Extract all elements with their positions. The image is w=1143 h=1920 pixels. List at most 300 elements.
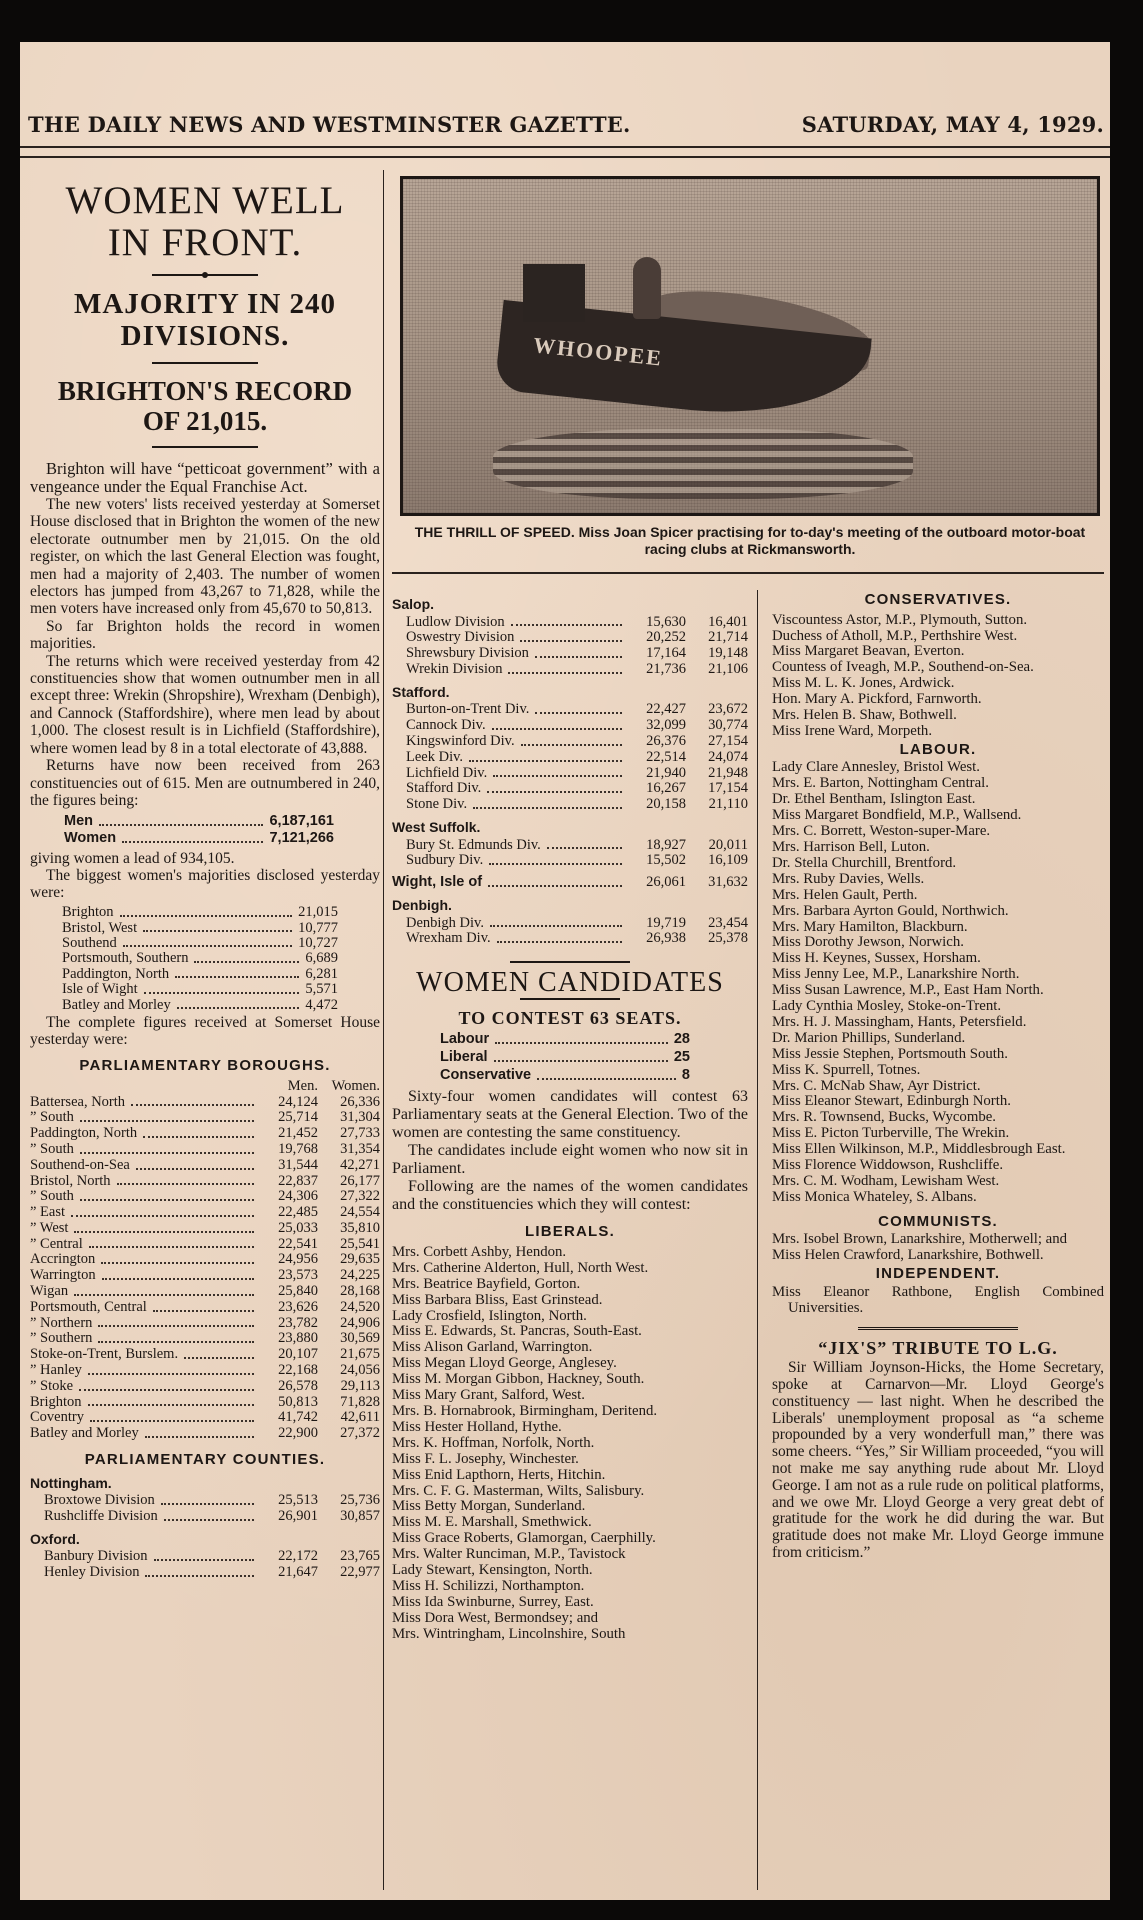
constituency-name: Kingswinford Div. [406, 732, 515, 749]
candidate-entry: Mrs. H. J. Massingham, Hants, Petersfield. [772, 1013, 1027, 1030]
leader-dots [99, 813, 263, 826]
constituency-name: Oswestry Division [406, 629, 515, 646]
constituency-name: Banbury Division [44, 1548, 148, 1565]
table-row [30, 1142, 380, 1158]
leader-dots [144, 982, 300, 993]
headline [30, 180, 380, 264]
leader-dots [98, 1331, 254, 1343]
women-count: 16,401 [708, 613, 748, 630]
county-group-title: Denbigh. [392, 896, 452, 913]
caption-text: Miss Joan Spicer practising for to-day's meeting of the outboard motor-boat racing clubs at Rickmansworth. [578, 524, 1086, 557]
table-row [30, 1300, 380, 1316]
section-title: PARLIAMENTARY COUNTIES. [84, 1451, 326, 1469]
publication-date: SATURDAY, MAY 4, 1929. [801, 112, 1104, 137]
conservative-candidates-list [772, 613, 1104, 740]
women-count: 23,672 [708, 701, 748, 718]
leader-dots [511, 615, 622, 627]
leader-dots [495, 1030, 668, 1044]
women-count: 16,109 [708, 852, 748, 869]
table-row [392, 615, 748, 631]
total-row [64, 830, 334, 847]
women-count: 25,736 [340, 1492, 380, 1509]
candidate-entry: Mrs. Isobel Brown, Lanarkshire, Motherwell; and [772, 1231, 1068, 1248]
constituency-name: Brighton [30, 1393, 82, 1410]
candidate-entry: Miss H. Schilizzi, Northampton. [392, 1577, 585, 1594]
county-group-title: Stafford. [392, 683, 450, 700]
constituency-name: Wrekin Division [406, 660, 503, 677]
paragraph: The returns which were received yesterday from 42 constituencies show that women outnumber men in all except three: Wrekin (Shropshire), Wrexham (Denbigh), and Cannock (Staffordshire), where men lead by about 1,000. The closest result is in Lichfield (Staffordshire), where women lead by 8 in a total electorate of 43,888. [30, 652, 380, 757]
table-row [30, 1549, 380, 1565]
women-count: 21,110 [708, 796, 748, 813]
constituency-name: Henley Division [44, 1564, 140, 1581]
women-count: 25,378 [708, 930, 748, 947]
leader-dots [80, 1142, 254, 1154]
party-name: Conservative [440, 1067, 532, 1084]
leader-dots [88, 1395, 254, 1407]
headline: “JIX'S” TRIBUTE TO L.G. [818, 1337, 1058, 1358]
place-name: Paddington, North [62, 965, 170, 982]
candidate-entry: Miss Hester Holland, Hythe. [392, 1418, 562, 1435]
men-count: 21,736 [646, 660, 686, 677]
paragraph: So far Brighton holds the record in women majorities. [30, 617, 380, 653]
constituency-name: Wigan [30, 1283, 69, 1300]
candidate-entry: Dr. Marion Phillips, Sunderland. [772, 1029, 966, 1046]
women-count: 28,168 [340, 1283, 380, 1300]
party-name: Liberal [440, 1049, 488, 1066]
leader-dots [535, 646, 622, 658]
place-name: Batley and Morley [62, 996, 171, 1013]
table-row [392, 662, 748, 678]
table-row [30, 1493, 380, 1509]
women-count: 24,225 [340, 1267, 380, 1284]
men-count: 22,837 [278, 1172, 318, 1189]
men-count: 26,578 [278, 1377, 318, 1394]
candidate-entry: Miss Florence Widdowson, Rushcliffe. [772, 1157, 1004, 1174]
candidate-entry: Mrs. Walter Runciman, M.P., Tavistock [392, 1546, 626, 1563]
subheadline-line: MAJORITY IN 240 [73, 288, 337, 320]
county-group-title: West Suffolk. [392, 818, 481, 835]
men-count: 31,544 [278, 1156, 318, 1173]
leader-dots [120, 905, 293, 916]
table-row [392, 630, 748, 646]
caption-rule [392, 572, 1104, 574]
table-row [30, 1426, 380, 1442]
table-row [30, 1316, 380, 1332]
table-header [30, 1079, 380, 1095]
place-name: Brighton [62, 904, 114, 921]
men-count: 26,938 [646, 930, 686, 947]
seat-count: 28 [673, 1031, 690, 1048]
leader-dots [143, 1126, 254, 1138]
tally-row [440, 1030, 690, 1048]
leader-dots [521, 734, 622, 746]
constituency-name: ” West [30, 1219, 69, 1236]
women-count: 42,271 [340, 1156, 380, 1173]
candidate-entry: Mrs. Harrison Bell, Luton. [772, 838, 930, 855]
constituency-name: Bristol, North [30, 1172, 111, 1189]
candidate-entry: Miss F. L. Josephy, Winchester. [392, 1450, 579, 1467]
subheadline-line: DIVISIONS. [120, 320, 290, 352]
candidate-entry: Hon. Mary A. Pickford, Farnworth. [772, 691, 982, 708]
leader-dots [101, 1252, 254, 1264]
county-group-title: Salop. [392, 596, 435, 612]
leader-dots [497, 931, 622, 943]
women-count: 24,906 [340, 1314, 380, 1331]
men-count: 41,742 [278, 1409, 318, 1426]
women-count: 20,011 [708, 836, 748, 853]
leader-dots [74, 1221, 254, 1233]
men-count: 26,061 [646, 874, 686, 891]
candidate-entry: Countess of Iveagh, M.P., Southend-on-Sea. [772, 659, 1034, 676]
ornamental-rule [152, 274, 258, 276]
men-count: 18,927 [646, 836, 686, 853]
women-count: 30,774 [708, 717, 748, 734]
majority-value: 10,727 [298, 934, 338, 951]
candidate-entry: Miss Grace Roberts, Glamorgan, Caerphilly. [392, 1530, 656, 1547]
tally-row [440, 1048, 690, 1066]
leader-dots [494, 1048, 668, 1062]
constituency-name: Leek Div. [406, 748, 464, 765]
candidate-entry: Lady Stewart, Kensington, North. [392, 1562, 593, 1579]
table-row [30, 1205, 380, 1221]
leader-dots [153, 1300, 254, 1312]
constituency-name: Batley and Morley [30, 1425, 139, 1442]
subheadline-line: BRIGHTON'S RECORD [57, 376, 353, 406]
majority-row [62, 982, 338, 997]
table-row [30, 1509, 380, 1525]
table-row [392, 766, 748, 782]
seat-count: 25 [673, 1049, 690, 1066]
constituency-name: Rushcliffe Division [44, 1508, 158, 1525]
men-count: 25,714 [278, 1109, 318, 1126]
candidate-entry: Mrs. B. Hornabrook, Birmingham, Deritend. [392, 1402, 658, 1419]
subheadline: TO CONTEST 63 SEATS. [458, 1007, 682, 1028]
candidate-entry: Miss Jessie Stephen, Portsmouth South. [772, 1045, 1008, 1062]
candidate-entry: Miss K. Spurrell, Totnes. [772, 1061, 921, 1078]
candidate-entry: Mrs. Helen Gault, Perth. [772, 886, 918, 903]
constituency-name: Bury St. Edmunds Div. [406, 836, 541, 853]
women-count: 24,074 [708, 748, 748, 765]
candidate-entry: Miss H. Keynes, Sussex, Horsham. [772, 950, 981, 967]
leader-dots [547, 838, 622, 850]
constituency-name: Sudbury Div. [406, 852, 484, 869]
leader-dots [80, 1110, 254, 1122]
men-count: 24,956 [278, 1251, 318, 1268]
constituency-name: Cannock Div. [406, 717, 486, 734]
leader-dots [71, 1205, 254, 1217]
leader-dots [469, 750, 622, 762]
paragraph: Sixty-four women candidates will contest 63 Parliamentary seats at the General Election. Two of the women are contesting the same constituency. [392, 1088, 748, 1142]
constituency-name: Stafford Div. [406, 780, 482, 797]
constituency-name: Stone Div. [406, 796, 468, 813]
right-column [772, 590, 1104, 1562]
leader-dots [80, 1189, 254, 1201]
women-count: 25,541 [340, 1235, 380, 1252]
men-count: 22,168 [278, 1362, 318, 1379]
total-value: 6,187,161 [269, 813, 334, 830]
candidate-entry: Mrs. Mary Hamilton, Blackburn. [772, 918, 968, 935]
constituency-name: Shrewsbury Division [406, 645, 529, 662]
majority-value: 4,472 [305, 996, 338, 1013]
candidate-entry: Mrs. C. Borrett, Weston-super-Mare. [772, 823, 991, 840]
constituency-name: Coventry [30, 1409, 84, 1426]
candidate-entry: Miss Helen Crawford, Lanarkshire, Bothwell. [772, 1247, 1044, 1264]
candidate-entry: Mrs. C. McNab Shaw, Ayr District. [772, 1077, 981, 1094]
women-count: 29,113 [340, 1377, 380, 1394]
men-count: 20,252 [646, 629, 686, 646]
women-count: 27,733 [340, 1125, 380, 1142]
paragraph: The new voters' lists received yesterday at Somerset House disclosed that in Brighton the women of the new electorate outnumber men by 21,015. On the old register, on which the last General Election was fought, men had a majority of 2,403. The number of women electors has jumped from 43,267 to 71,828, while the men voters have increased only from 45,670 to 50,813. [30, 496, 380, 618]
communist-candidates-list [772, 1232, 1104, 1264]
men-count: 21,940 [646, 764, 686, 781]
table-row [30, 1347, 380, 1363]
men-count: 50,813 [278, 1393, 318, 1410]
table-row [392, 916, 748, 932]
women-count: 21,106 [708, 660, 748, 677]
women-count: 35,810 [340, 1219, 380, 1236]
men-count: 22,172 [278, 1548, 318, 1565]
majority-value: 21,015 [298, 904, 338, 921]
county-group-title: Nottingham. [30, 1474, 112, 1491]
subheadline [30, 376, 380, 436]
women-count: 27,322 [340, 1188, 380, 1205]
women-count: 27,154 [708, 732, 748, 749]
photo-caption [400, 524, 1100, 558]
table-row [392, 853, 748, 869]
women-count: 26,336 [340, 1093, 380, 1110]
table-row [30, 1379, 380, 1395]
women-count: 17,154 [708, 780, 748, 797]
constituency-name: Warrington [30, 1267, 96, 1284]
table-row [30, 1189, 380, 1205]
masthead-rule [20, 146, 1110, 148]
table-row [30, 1331, 380, 1347]
women-count: 30,569 [340, 1330, 380, 1347]
men-count: 24,306 [278, 1188, 318, 1205]
candidate-entry: Miss Margaret Beavan, Everton. [772, 643, 965, 660]
majority-row [62, 936, 338, 951]
women-count: 24,520 [340, 1298, 380, 1315]
leader-dots [98, 1316, 254, 1328]
table-row [392, 838, 748, 854]
men-count: 17,164 [646, 645, 686, 662]
leader-dots [161, 1493, 254, 1505]
candidate-entry: Mrs. Helen B. Shaw, Bothwell. [772, 707, 957, 724]
constituency-name: Denbigh Div. [406, 914, 484, 931]
men-count: 20,107 [278, 1346, 318, 1363]
party-name: Labour [440, 1031, 490, 1048]
middle-column [392, 590, 748, 1643]
leader-dots [145, 1565, 254, 1577]
counties-table-continued [392, 596, 748, 947]
total-value: 7,121,266 [269, 830, 334, 847]
leader-dots [488, 875, 622, 887]
leader-dots [175, 967, 299, 978]
paragraph: The candidates include eight women who now sit in Parliament. [392, 1142, 748, 1178]
men-count: 15,502 [646, 852, 686, 869]
women-count: 29,635 [340, 1251, 380, 1268]
section-title: LABOUR. [899, 740, 977, 758]
paragraph: The biggest women's majorities disclosed yesterday were: [30, 866, 380, 901]
subheadline-line: OF 21,015. [142, 406, 268, 436]
majority-row [62, 951, 338, 966]
men-count: 15,630 [646, 613, 686, 630]
column-header-women: Women. [331, 1077, 380, 1094]
table-row [30, 1410, 380, 1426]
majority-row [62, 998, 338, 1013]
constituency-name: ” Hanley [30, 1362, 82, 1379]
tally-row [440, 1066, 690, 1084]
women-count: 24,056 [340, 1362, 380, 1379]
constituency-name: Southend-on-Sea [30, 1156, 130, 1173]
lead-article [30, 170, 380, 1581]
candidate-entry: Miss Irene Ward, Morpeth. [772, 722, 933, 739]
candidate-entry: Viscountess Astor, M.P., Plymouth, Sutton. [772, 611, 1028, 628]
men-count: 21,452 [278, 1125, 318, 1142]
table-row [392, 718, 748, 734]
constituency-name: ” East [30, 1204, 66, 1221]
boroughs-table [30, 1095, 380, 1443]
leader-dots [194, 951, 299, 962]
men-count: 24,124 [278, 1093, 318, 1110]
constituency-name: Paddington, North [30, 1125, 138, 1142]
divider-rule [152, 446, 258, 448]
leader-dots [537, 1066, 676, 1080]
column-divider [757, 590, 758, 1890]
candidate-entry: Miss Megan Lloyd George, Anglesey. [392, 1355, 617, 1372]
table-row [30, 1363, 380, 1379]
candidate-entry: Miss Alison Garland, Warrington. [392, 1339, 593, 1356]
candidate-entry: Duchess of Atholl, M.P., Perthshire West. [772, 627, 1018, 644]
leader-dots [90, 1410, 254, 1422]
men-count: 23,782 [278, 1314, 318, 1331]
women-count: 23,765 [340, 1548, 380, 1565]
candidate-entry: Miss Eleanor Stewart, Edinburgh North. [772, 1093, 1011, 1110]
table-row [30, 1126, 380, 1142]
men-count: 26,901 [278, 1508, 318, 1525]
paragraph: giving women a lead of 934,105. [30, 850, 235, 868]
women-count: 21,675 [340, 1346, 380, 1363]
table-row [30, 1237, 380, 1253]
total-label: Men [64, 813, 93, 830]
table-row [392, 797, 748, 813]
paragraph: The complete figures received at Somerset House yesterday were: [30, 1013, 380, 1048]
table-row [392, 875, 748, 891]
constituency-name: Lichfield Div. [406, 764, 488, 781]
candidate-entry: Miss Jenny Lee, M.P., Lanarkshire North. [772, 966, 1020, 983]
leader-dots [535, 702, 622, 714]
boat-name: WHOOPEE [532, 332, 665, 371]
women-count: 22,977 [340, 1564, 380, 1581]
candidate-entry: Mrs. Barbara Ayrton Gould, Northwich. [772, 902, 1009, 919]
leader-dots [520, 630, 622, 642]
table-row [30, 1158, 380, 1174]
headline-line: IN FRONT. [107, 221, 303, 264]
constituency-name: Wrexham Div. [406, 930, 491, 947]
paragraph: Brighton will have “petticoat government” with a vengeance under the Equal Franchise Act. [30, 459, 380, 496]
newspaper-clipping [20, 42, 1110, 1900]
constituency-name: Accrington [30, 1251, 96, 1268]
table-row [30, 1268, 380, 1284]
women-count: 21,714 [708, 629, 748, 646]
headline-line: WOMEN WELL [65, 179, 345, 222]
leader-dots [508, 662, 622, 674]
table-row [30, 1252, 380, 1268]
candidate-entry: Miss Dora West, Bermondsey; and [392, 1609, 599, 1626]
constituency-name: Wight, Isle of [392, 874, 483, 891]
candidate-entry: Miss M. Morgan Gibbon, Hackney, South. [392, 1371, 645, 1388]
men-count: 21,647 [278, 1564, 318, 1581]
men-count: 16,267 [646, 780, 686, 797]
women-count: 26,177 [340, 1172, 380, 1189]
women-count: 71,828 [340, 1393, 380, 1410]
column-header-men: Men. [287, 1077, 318, 1094]
candidate-entry: Miss Enid Lapthorn, Herts, Hitchin. [392, 1466, 606, 1483]
men-count: 19,768 [278, 1140, 318, 1157]
candidate-entry: Miss Monica Whateley, S. Albans. [772, 1188, 977, 1205]
caption-title: THE THRILL OF SPEED. [414, 524, 575, 540]
leader-dots [123, 936, 292, 947]
constituency-name: ” Stoke [30, 1377, 74, 1394]
men-count: 25,513 [278, 1492, 318, 1509]
candidate-entry: Mrs. Wintringham, Lincolnshire, South [392, 1625, 626, 1642]
leader-dots [143, 921, 292, 932]
candidate-entry: Miss Margaret Bondfield, M.P., Wallsend. [772, 807, 1022, 824]
total-label: Women [64, 830, 117, 847]
men-count: 22,427 [646, 701, 686, 718]
table-row [392, 781, 748, 797]
candidate-entry: Miss Ida Swinburne, Surrey, East. [392, 1593, 594, 1610]
independent-candidates-list [772, 1285, 1104, 1317]
candidate-entry: Miss Barbara Bliss, East Grinstead. [392, 1291, 603, 1308]
leader-dots [136, 1158, 254, 1170]
candidate-entry: Miss E. Edwards, St. Pancras, South-East. [392, 1323, 642, 1340]
constituency-name: Portsmouth, Central [30, 1298, 147, 1315]
majority-value: 6,281 [305, 965, 338, 982]
leader-dots [131, 1095, 254, 1107]
driver [633, 257, 661, 319]
majority-value: 6,689 [305, 950, 338, 967]
men-count: 20,158 [646, 796, 686, 813]
county-group-title: Oxford. [30, 1530, 80, 1547]
leader-dots [492, 718, 622, 730]
table-row [30, 1395, 380, 1411]
divider-rule [152, 362, 258, 364]
paragraph: Sir William Joynson-Hicks, the Home Secretary, spoke at Carnarvon—Mr. Lloyd George's constituency — last night. When he described the Liberals' unemployment proposal as “a scheme propounded by a very wonderfull man,” there was some cheers. “Yes,” Sir William proceeded, “you will not make me say anything rude about Mr. Lloyd George. I am not as a rule rude on political platforms, and we owe Mr. Lloyd George a very great debt of gratitude for the work he did during the war. But gratitude does not make Mr. Lloyd George immune from criticism.” [772, 1359, 1104, 1561]
candidate-entry: Dr. Ethel Bentham, Islington East. [772, 791, 976, 808]
candidate-entry: Miss Ellen Wilkinson, M.P., Middlesbrough East. [772, 1141, 1066, 1158]
table-row [392, 734, 748, 750]
candidate-entry: Mrs. E. Barton, Nottingham Central. [772, 775, 989, 792]
leader-dots [493, 766, 622, 778]
leader-dots [89, 1237, 254, 1249]
women-count: 23,454 [708, 914, 748, 931]
divider-rule [520, 998, 620, 1000]
candidate-entry: Mrs. C. F. G. Masterman, Wilts, Salisbury. [392, 1482, 645, 1499]
table-row [30, 1221, 380, 1237]
labour-candidates-list [772, 760, 1104, 1205]
constituency-name: ” Northern [30, 1314, 93, 1331]
table-row [30, 1174, 380, 1190]
women-count: 30,857 [340, 1508, 380, 1525]
outboard-motor [523, 264, 585, 322]
candidate-entry: Miss Dorothy Jewson, Norwich. [772, 934, 964, 951]
section-title: COMMUNISTS. [878, 1212, 998, 1230]
candidate-entry: Miss Betty Morgan, Sunderland. [392, 1498, 586, 1515]
leader-dots [88, 1363, 254, 1375]
majority-row [62, 905, 338, 920]
men-count: 23,880 [278, 1330, 318, 1347]
